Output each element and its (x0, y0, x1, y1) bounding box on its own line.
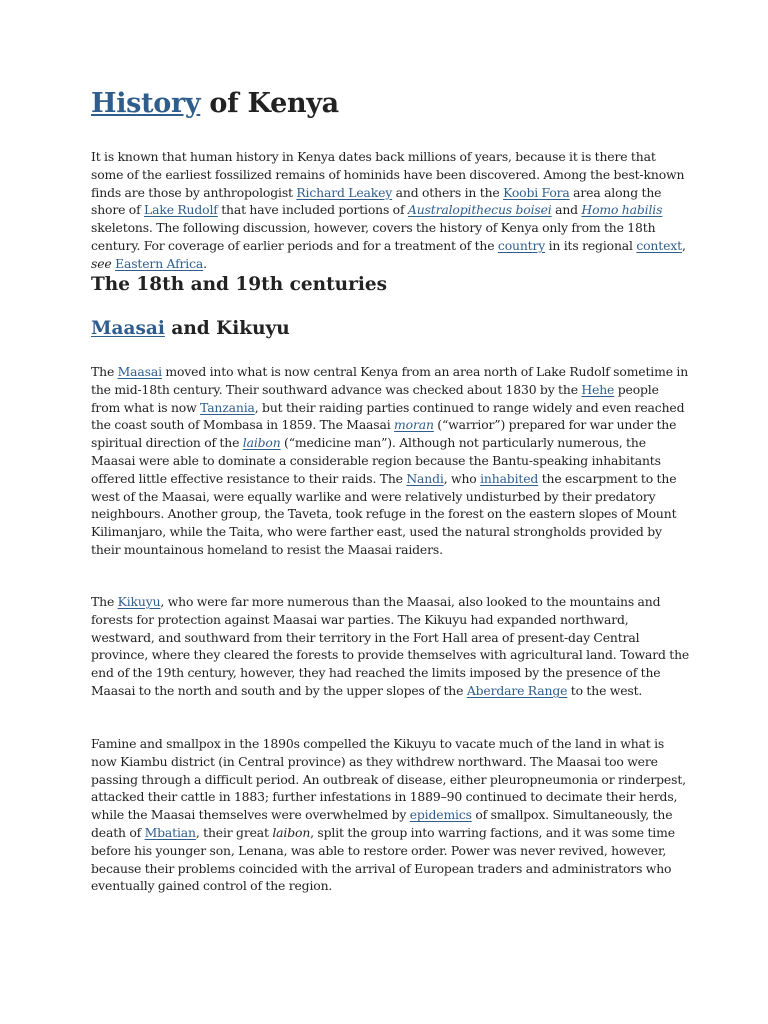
text: that have included portions of (217, 202, 408, 218)
text: Australopithecus boisei (407, 202, 552, 218)
text: (“warrior”) prepared for war under the spiritual direction of the (91, 417, 677, 451)
moran-link[interactable] (394, 417, 434, 432)
text: It is known that human history in Kenya dates back millions of years, because it is there that some of the earliest fossilized remains of hominids have been discovered. Among the best-known finds are those by anthropologist (91, 149, 685, 200)
text: , split the group into warring factions, and it was some time before his younger son, Lenana, was able to restore order. Power was never revived, however, because their problems coincided with the arrival of European traders and administrators who eventually gained control of the region. (91, 824, 675, 894)
text: , their great (195, 824, 273, 840)
maasai-heading-link[interactable]: Maasai (91, 318, 165, 339)
lake-rudolf-link[interactable]: Lake Rudolf (144, 202, 218, 218)
see-text: see (91, 255, 112, 271)
australopithecus-boisei-link[interactable] (408, 202, 552, 217)
text: moran (394, 417, 434, 433)
subsection-heading (91, 318, 290, 339)
laibon-text: laibon (272, 824, 311, 840)
text: laibon (242, 435, 281, 451)
kikuyu-link[interactable]: Kikuyu (117, 594, 161, 609)
hehe-link[interactable]: Hehe (581, 381, 615, 397)
famine-paragraph (91, 735, 691, 895)
history-link[interactable]: History (91, 88, 201, 119)
koobi-fora-link[interactable]: Koobi Fora (503, 184, 570, 200)
title-rest: of Kenya (200, 88, 339, 119)
text: and others in the (392, 184, 504, 200)
subsection-heading-rest: and Kikuyu (164, 318, 290, 339)
text: the escarpment to the west of the Maasai, were equally warlike and were relatively undisturbed by their predatory neighbours. Another group, the Taveta, took refuge in the forest on the eastern slopes of Mount Kilimanjaro, while the Taita, who were farther east, used the natural strongholds provided by their mountainous homeland to resist the Maasai raiders. (91, 470, 677, 557)
text: Homo habilis (581, 202, 663, 218)
epidemics-link[interactable]: epidemics (409, 807, 472, 823)
intro-paragraph (91, 148, 691, 273)
homo-habilis-link[interactable] (581, 202, 662, 217)
country-link[interactable]: country (497, 237, 546, 253)
richard-leakey-link[interactable]: Richard Leakey (296, 184, 393, 200)
context-link[interactable]: context (636, 237, 682, 253)
text: Famine and smallpox in the 1890s compelled the Kikuyu to vacate much of the land in what is now Kiambu district (in Central province) as they withdrew northward. The Maasai too were passing through a difficult period. An outbreak of disease, either pleuropneumonia or rinderpest, attacked their cattle in 1883; further infestations in 1889–90 continued to decimate their herds, while the Maasai themselves were overwhelmed by (91, 736, 686, 823)
text: people from what is now (91, 381, 659, 415)
text: moved into what is now central Kenya from an area north of Lake Rudolf sometime in the mid-18th century. Their southward advance was checked about 1830 by the (91, 364, 689, 397)
page-title (91, 88, 339, 119)
tanzania-link[interactable]: Tanzania (200, 399, 255, 415)
kikuyu-paragraph (91, 593, 691, 700)
laibon-link[interactable] (243, 435, 281, 450)
text: . (203, 255, 207, 271)
text: to the west. (567, 682, 643, 698)
text: skeletons. The following discussion, however, covers the history of Kenya only from the 18th century. For coverage of earlier periods and for a treatment of the (91, 220, 656, 253)
maasai-paragraph (91, 363, 691, 559)
text: , who were far more numerous than the Maasai, also looked to the mountains and forests for protection against Maasai war parties. The Kikuyu had expanded northward, westward, and southward from their territory in the Fort Hall area of present-day Central province, where they cleared the forests to provide themselves with agricultural land. Toward the end of the 19th century, however, they had reached the limits imposed by the presence of the Maasai to the north and south and by the upper slopes of the (91, 594, 690, 698)
text: in its regional (545, 237, 637, 253)
text: (“medicine man”). Although not particularly numerous, the Maasai were able to dominate a considerable region because the Bantu-speaking inhabitants offered little effective resistance to their raids. The (91, 435, 661, 486)
inhabited-link[interactable]: inhabited (480, 470, 539, 486)
text: and (551, 202, 582, 218)
text: area along the shore of (91, 184, 662, 218)
mbatian-link[interactable]: Mbatian (144, 824, 196, 840)
text: The (91, 364, 118, 379)
section-heading: The 18th and 19th centuries (91, 274, 388, 295)
text: , but their raiding parties continued to range widely and even reached the coast south of Mombasa in 1859. The Maasai (91, 399, 685, 433)
text: , who (443, 470, 481, 486)
eastern-africa-link[interactable]: Eastern Africa (115, 255, 204, 271)
text: of smallpox. Simultaneously, the death of (91, 807, 673, 840)
text: , (681, 237, 686, 253)
aberdare-range-link[interactable]: Aberdare Range (466, 682, 568, 698)
nandi-link[interactable]: Nandi (406, 470, 444, 486)
text: The (91, 594, 118, 609)
maasai-link[interactable]: Maasai (117, 364, 162, 379)
